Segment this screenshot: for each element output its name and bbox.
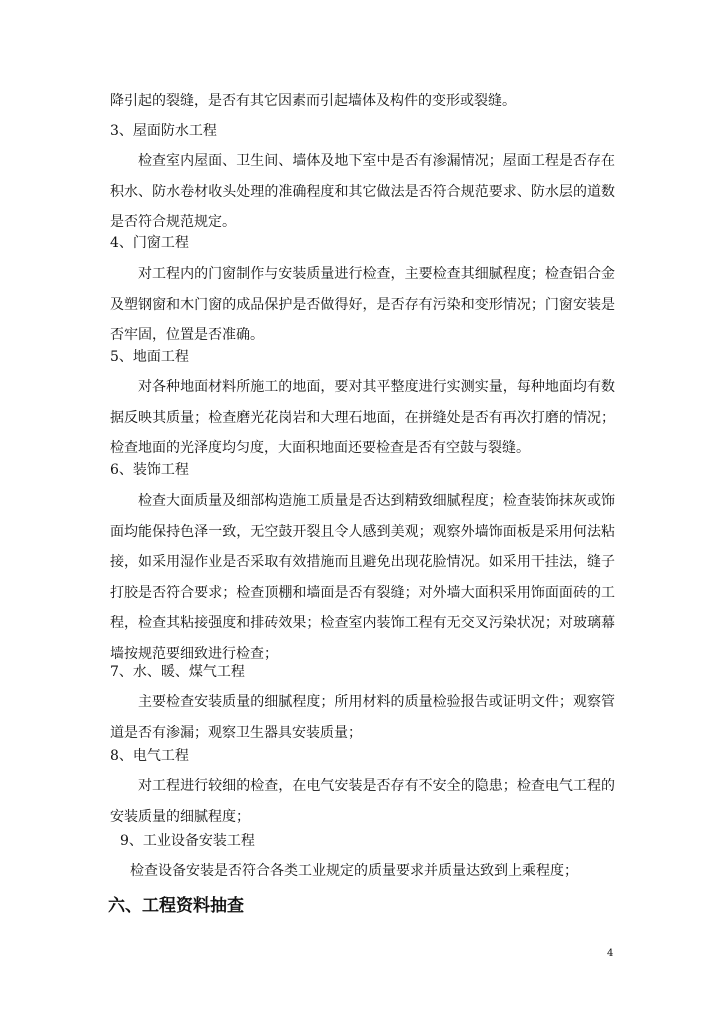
section-body: 检查室内屋面、卫生间、墙体及地下室中是否有渗漏情况；屋面工程是否存在积水、防水卷材收头处理的准确程度和其它做法是否符合规范要求、防水层的道数是否符合规范规定。 — [110, 153, 615, 230]
section-heading: 8、电气工程 — [110, 748, 189, 764]
page-number: 4 — [607, 948, 614, 959]
section-heading: 5、地面工程 — [110, 349, 189, 365]
section-body: 检查大面质量及细部构造施工质量是否达到精致细腻程度；检查装饰抹灰或饰面均能保持色泽一致，无空鼓开裂且令人感到美观；观察外墙饰面板是采用何法粘接，如采用湿作业是否采取有效措施而且避免出现花脸情况。如采用干挂法，缝子打胶是否符合要求；检查顶棚和墙面是否有裂缝；对外墙大面积采用饰面面砖的工程，检查其粘接强度和排砖效果；检查室内装饰工程有无交叉污染状况；对玻璃幕墙按规范要细致进行检查； — [110, 493, 615, 662]
section-body: 对工程内的门窗制作与安装质量进行检查，主要检查其细腻程度；检查铝合金及塑钢窗和木门窗的成品保护是否做得好，是否存有污染和变形情况；门窗安装是否牢固，位置是否准确。 — [110, 266, 615, 343]
section-heading: 7、水、暖、煤气工程 — [110, 664, 245, 680]
section-heading: 4、门窗工程 — [110, 235, 189, 251]
section-body: 对工程进行较细的检查，在电气安装是否存有不安全的隐患；检查电气工程的安装质量的细腻程度； — [110, 778, 615, 825]
section-body: 检查设备安装是否符合各类工业规定的质量要求并质量达致到上乘程度； — [130, 863, 578, 879]
section-body: 对各种地面材料所施工的地面，要对其平整度进行实测实量，每种地面均有数据反映其质量；检查磨光花岗岩和大理石地面，在拼缝处是否有再次打磨的情况；检查地面的光泽度均匀度，大面积地面还要检查是否有空鼓与裂缝。 — [110, 379, 615, 456]
continuation-text: 降引起的裂缝，是否有其它因素而引起墙体及构件的变形或裂缝。 — [110, 93, 516, 109]
section-heading: 6、装饰工程 — [110, 462, 189, 478]
section-heading: 3、屋面防水工程 — [110, 123, 217, 139]
section-body: 主要检查安装质量的细腻程度；所用材料的质量检验报告或证明文件；观察管道是否有渗漏；观察卫生器具安装质量； — [110, 694, 615, 741]
section-heading: 9、工业设备安装工程 — [120, 833, 255, 849]
major-heading: 六、工程资料抽查 — [108, 896, 244, 916]
